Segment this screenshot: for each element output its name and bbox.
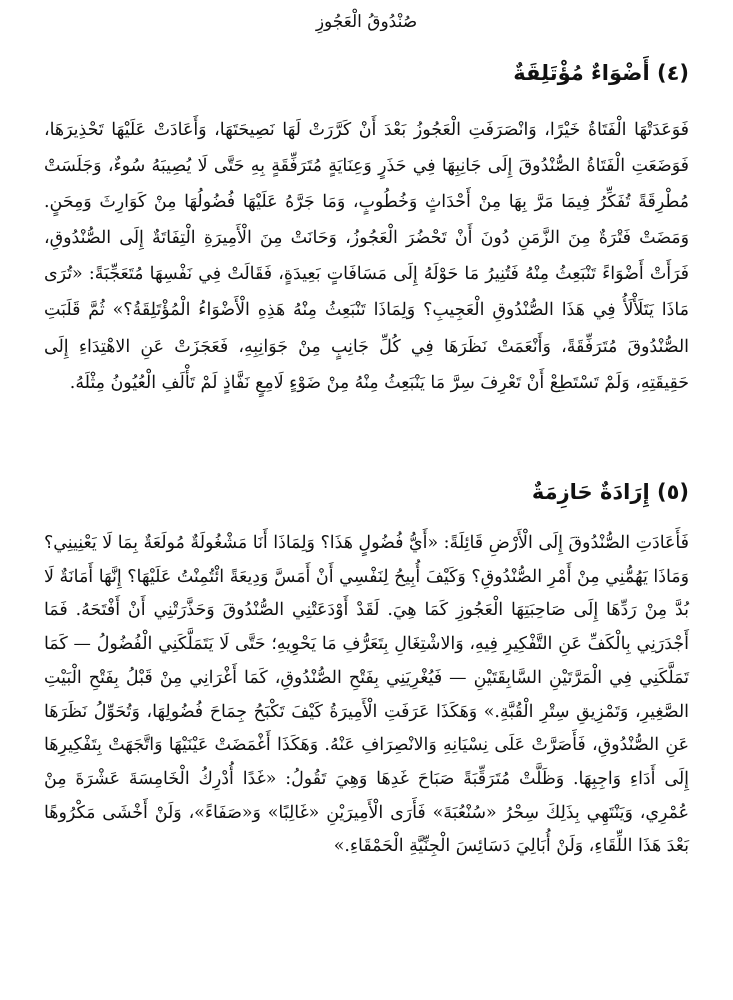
running-header: صُنْدُوقُ الْعَجُوزِ (315, 12, 418, 32)
section-paragraph-5: فَأَعَادَتِ الصُّنْدُوقَ إِلَى الْأَرْضِ قَائِلَةً: «أَيُّ فُضُولٍ هَذَا؟ وَلِمَاذَا أَنَا مَشْغُولَةٌ مُولَعَةٌ بِمَا لَا يَعْنِينِي؟ وَمَاذَا يَهُمُّنِي مِنْ أَمْرِ الصُّنْدُوقِ؟ وَكَيْفَ أُبِيحُ لِنَفْسِي أَنْ أَمَسَّ وَدِيعَةً ائْتُمِنْتُ عَلَيْهَا؟ إِنَّهَا أَمَانَةٌ لَا بُدَّ مِنْ رَدِّهَا إِلَى صَاحِبَتِهَا الْعَجُوزِ كَمَا هِيَ. لَقَدْ أَوْدَعَتْنِي الصُّنْدُوقَ وَحَذَّرَتْنِي أَنْ أَفْتَحَهُ. فَمَا أَجْدَرَنِي بِالْكَفِّ عَنِ التَّفْكِيرِ فِيهِ، وَالاشْتِغَالِ بِتَعَرُّفِ مَا يَحْوِيهِ؛ حَتَّى لَا يَتَمَلَّكَنِي الْفُضُولُ — كَمَا تَمَلَّكَنِي فِي الْمَرَّتَيْنِ السَّابِقَتَيْنِ — فَيُغْرِيَنِي بِفَتْحِ الصُّنْدُوقِ، كَمَا أَغْرَانِي مِنْ قَبْلُ بِفَتْحِ الْبَيْتِ الصَّغِيرِ، وَتَمْزِيقِ سِتْرِ الْقُبَّةِ.» وَهَكَذَا عَرَفَتِ الْأَمِيرَةُ كَيْفَ تَكْبَحُ جِمَاحَ فُضُولِهَا، وَتُحَوِّلُ نَظَرَهَا عَنِ الصُّنْدُوقِ، فَأَصَرَّتْ عَلَى نِسْيَانِهِ وَالانْصِرَافِ عَنْهُ. وَهَكَذَا أَغْمَضَتْ عَيْنَيْهَا وَاتَّجَهَتْ بِتَفْكِيرِهَا إِلَى أَدَاءِ وَاجِبِهَا. وَظَلَّتْ مُتَرَقِّبَةً صَبَاحَ غَدِهَا وَهِيَ تَقُولُ: «غَدًا أُدْرِكُ الْخَامِسَةَ عَشْرَةَ مِنْ عُمْرِي، وَيَنْتَهِي بِذَلِكَ سِحْرُ «سُنْعُبَةَ» فَأَرَى الْأَمِيرَيْنِ «غَالِبًا» وَ«صَفَاءً»، وَلَنْ أَخْشَى مَكْرُوهًا بَعْدَ هَذَا اللِّقَاءِ، وَلَنْ أُبَالِيَ دَسَائِسَ الْجِنِّيَّةِ الْحَمْقَاءِ.» (44, 533, 689, 857)
section-heading-4: (٤) أَضْوَاءٌ مُؤْتَلِقَةٌ (513, 61, 689, 85)
section-heading-5: (٥) إِرَادَةٌ حَازِمَةٌ (531, 480, 689, 504)
section-paragraph-4: فَوَعَدَتْهَا الْفَتَاةُ خَيْرًا، وَانْصَرَفَتِ الْعَجُوزُ بَعْدَ أَنْ كَرَّرَتْ لَهَا نَصِيحَتَهَا، وَأَعَادَتْ عَلَيْهَا تَحْذِيرَهَا، فَوَضَعَتِ الْفَتَاةُ الصُّنْدُوقَ إِلَى جَانِبِهَا فِي حَذَرٍ وَعِنَايَةٍ مُتَرَفِّقَةٍ بِهِ حَتَّى لَا يُصِيبَهُ سُوءٌ، وَجَلَسَتْ مُطْرِقَةً تُفَكِّرُ فِيمَا مَرَّ بِهَا مِنْ أَحْدَاثٍ وَخُطُوبٍ، وَمَا جَرَّهُ عَلَيْهَا فُضُولُهَا مِنْ كَوَارِثَ وَمِحَنٍ. وَمَضَتْ فَتْرَةٌ مِنَ الزَّمَنِ دُونَ أَنْ تَحْضُرَ الْعَجُوزُ، وَحَانَتْ مِنَ الْأَمِيرَةِ الْتِفَاتَةٌ إِلَى الصُّنْدُوقِ، فَرَأَتْ أَضْوَاءً تَنْبَعِثُ مِنْهُ فَتُنِيرُ مَا حَوْلَهُ إِلَى مَسَافَاتٍ بَعِيدَةٍ، فَقَالَتْ فِي نَفْسِهَا مُتَعَجِّبَةً: «تُرَى مَاذَا يَتَلَأْلَأُ فِي هَذَا الصُّنْدُوقِ الْعَجِيبِ؟ وَلِمَاذَا تَنْبَعِثُ مِنْهُ هَذِهِ الْأَضْوَاءُ الْمُؤْتَلِقَةُ؟» ثُمَّ قَلَبَتِ الصُّنْدُوقَ مُتَرَفِّقَةً، وَأَنْعَمَتْ نَظَرَهَا فِي كُلِّ جَانِبٍ مِنْ جَوَانِبِهِ، فَعَجَزَتْ عَنِ الاهْتِدَاءِ إِلَى حَقِيقَتِهِ، وَلَمْ تَسْتَطِعْ أَنْ تَعْرِفَ سِرَّ مَا يَنْبَعِثُ مِنْهُ مِنْ ضَوْءٍ لَامِعٍ نَفَّاذٍ لَمْ تَأْلَفِ الْعُيُونُ مِثْلَهُ. (44, 120, 689, 393)
